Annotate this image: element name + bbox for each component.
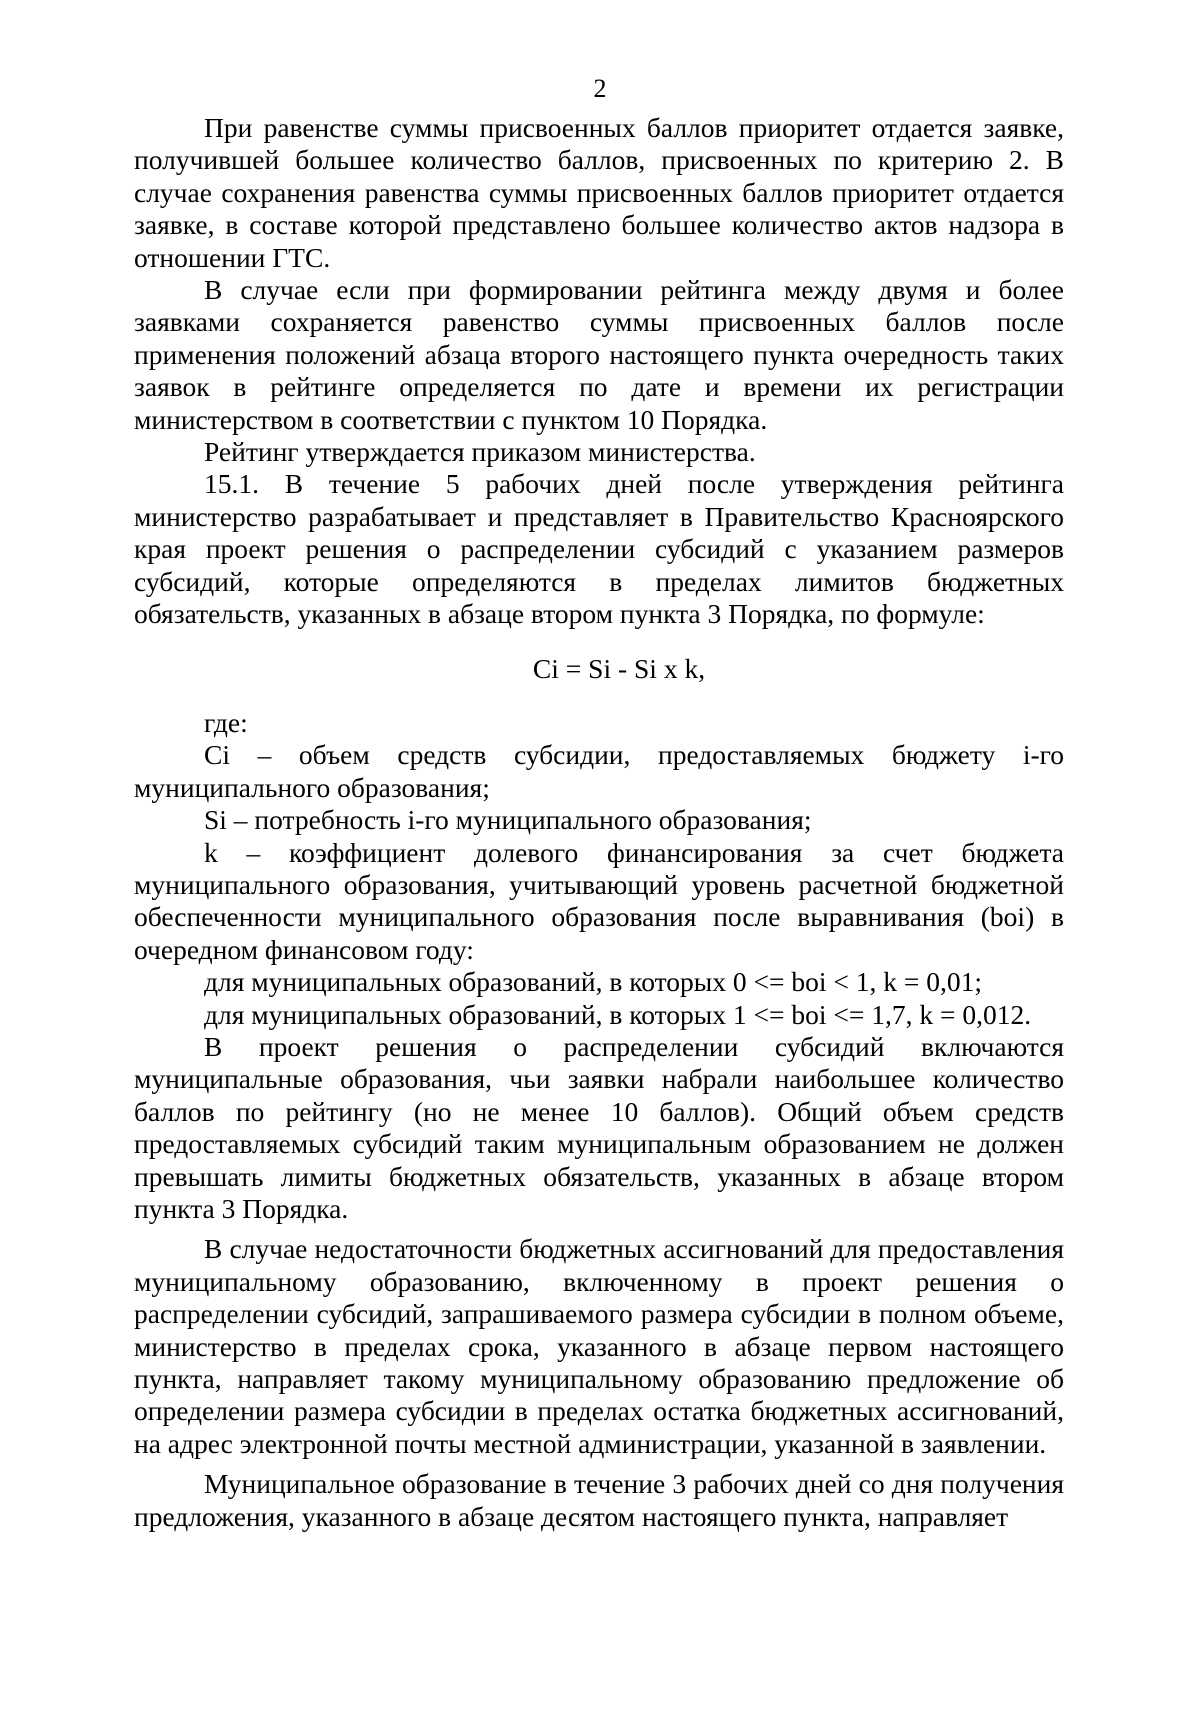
definition-k: k – коэффициент долевого финансирования за счет бюджета муниципального образования, учитывающий уровень расчетной бюджетной обеспеченности муниципального образования после выравнивания (boi) в очередном финансовом году: bbox=[134, 836, 1064, 965]
paragraph-tie-priority: При равенстве суммы присвоенных баллов приоритет отдается заявке, получившей большее количество баллов, присвоенных по критерию 2. В случае сохранения равенства суммы присвоенных баллов приоритет отдается заявке, в составе которой представлено большее количество актов надзора в отношении ГТС. bbox=[134, 112, 1064, 273]
page-number: 2 bbox=[593, 74, 607, 103]
definition-k-range-1: для муниципальных образований, в которых 0 <= boi < 1, k = 0,01; bbox=[204, 966, 983, 998]
paragraph-rating-order: В случае если при формировании рейтинга между двумя и более заявками сохраняется равенство суммы присвоенных баллов после применения положений абзаца второго настоящего пункта очередность таких заявок в рейтинге определяется по дате и времени их регистрации министерством в соответствии с пунктом 10 Порядка. bbox=[134, 274, 1064, 435]
paragraph-rating-approval: Рейтинг утверждается приказом министерства. bbox=[204, 436, 756, 468]
document-body bbox=[134, 112, 1064, 1533]
paragraph-15-1: 15.1. В течение 5 рабочих дней после утверждения рейтинга министерство разрабатывает и представляет в Правительство Красноярского края проект решения о распределении субсидий с указанием размеров субсидий, которые определяются в пределах лимитов бюджетных обязательств, указанных в абзаце втором пункта 3 Порядка, по формуле: bbox=[134, 468, 1064, 630]
definition-si: Si – потребность i-го муниципального образования; bbox=[204, 804, 812, 836]
where-label: где: bbox=[204, 706, 248, 738]
paragraph-municipal-response: Муниципальное образование в течение 3 рабочих дней со дня получения предложения, указанного в абзаце десятом настоящего пункта, направляет bbox=[134, 1468, 1064, 1532]
paragraph-insufficient-funds: В случае недостаточности бюджетных ассигнований для предоставления муниципальному образованию, включенному в проект решения о распределении субсидий, запрашиваемого размера субсидии в полном объеме, министерство в пределах срока, указанного в абзаце первом настоящего пункта, направляет такому муниципальному образованию предложение об определении размера субсидии в пределах остатка бюджетных ассигнований, на адрес электронной почты местной администрации, указанной в заявлении. bbox=[134, 1233, 1064, 1459]
subsidy-formula: Ci = Si - Si x k, bbox=[532, 652, 706, 684]
definition-k-range-2: для муниципальных образований, в которых 1 <= boi <= 1,7, k = 0,012. bbox=[204, 998, 1032, 1030]
paragraph-included-municipalities: В проект решения о распределении субсидий включаются муниципальные образования, чьи заявки набрали наибольшее количество баллов по рейтингу (но не менее 10 баллов). Общий объем средств предоставляемых субсидий таким муниципальным образованием не должен превышать лимиты бюджетных обязательств, указанных в абзаце втором пункта 3 Порядка. bbox=[134, 1030, 1064, 1224]
definition-ci: Ci – объем средств субсидии, предоставляемых бюджету i-го муниципального образования; bbox=[134, 739, 1064, 803]
